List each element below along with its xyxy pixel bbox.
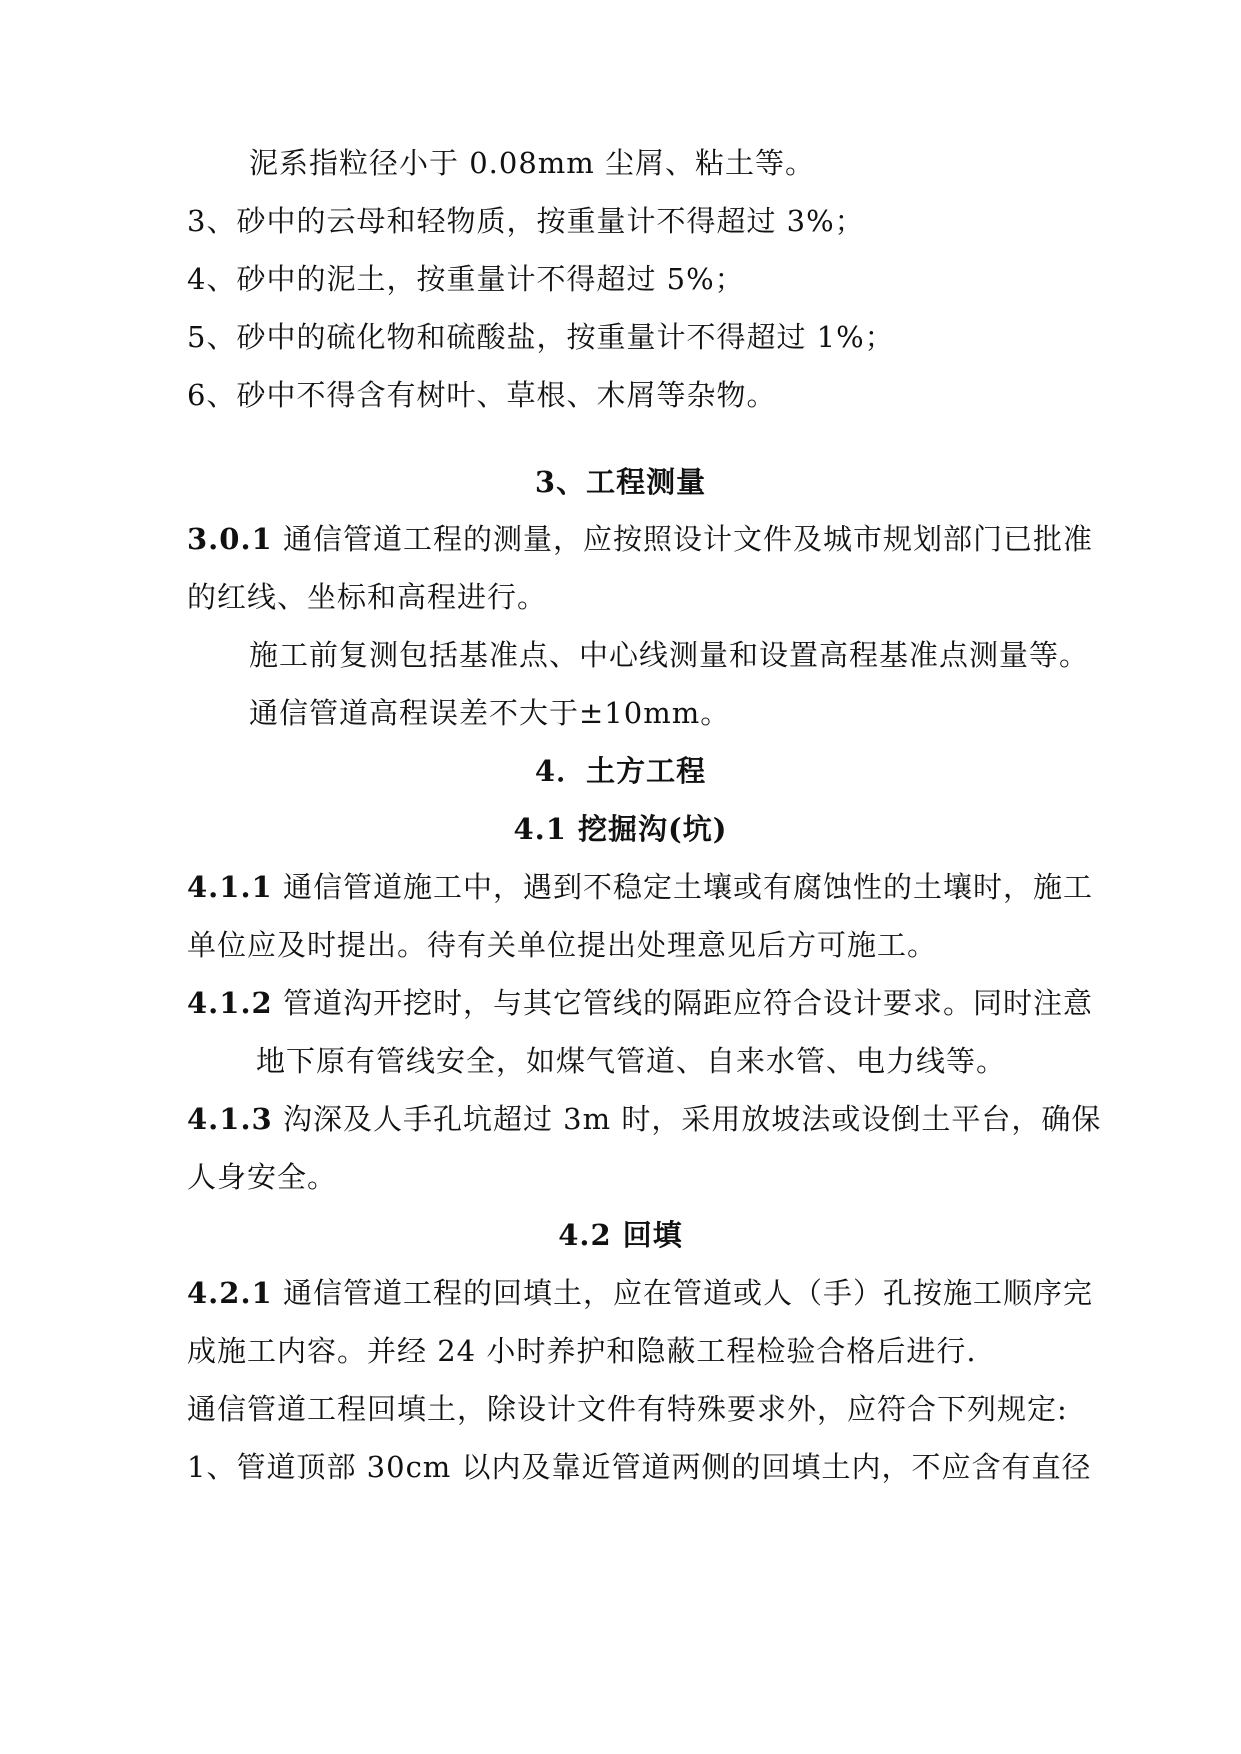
clause-4-2-1-line-2: 成施工内容。并经 24 小时养护和隐蔽工程检验合格后进行.: [187, 1334, 977, 1368]
clause-text: 通信管道施工中，遇到不稳定土壤或有腐蚀性的土壤时，施工: [272, 870, 1093, 904]
paragraph-sand-mud: 4、砂中的泥土，按重量计不得超过 5%；: [187, 262, 745, 296]
backfill-rules-intro: 通信管道工程回填土，除设计文件有特殊要求外，应符合下列规定:: [187, 1392, 1068, 1426]
section-heading-earthwork: 4．土方工程: [534, 754, 707, 788]
clause-4-1-2-line-2: 地下原有管线安全，如煤气管道、自来水管、电力线等。: [256, 1044, 1007, 1078]
clause-4-2-1-line-1: [187, 1273, 1093, 1313]
survey-note-retest: 施工前复测包括基准点、中心线测量和设置高程基准点测量等。: [249, 638, 1090, 672]
clause-4-1-1-line-1: [187, 867, 1093, 907]
section-heading-survey: 3、工程测量: [534, 465, 707, 499]
paragraph-sand-debris: 6、砂中不得含有树叶、草根、木屑等杂物。: [187, 378, 777, 412]
clause-text: 沟深及人手孔坑超过 3m 时，采用放坡法或设倒土平台，确保: [272, 1102, 1102, 1136]
paragraph-sand-sulfide: 5、砂中的硫化物和硫酸盐，按重量计不得超过 1%；: [187, 320, 895, 354]
clause-number: 4.2.1: [187, 1276, 273, 1310]
clause-number: 3.0.1: [187, 522, 273, 556]
clause-4-1-3-line-1: [187, 1099, 1101, 1139]
paragraph-sand-mica: 3、砂中的云母和轻物质，按重量计不得超过 3%；: [187, 204, 865, 238]
clause-4-1-3-line-2: 人身安全。: [187, 1160, 338, 1194]
clause-text: 通信管道工程的回填土，应在管道或人（手）孔按施工顺序完: [272, 1276, 1093, 1310]
survey-note-tolerance: 通信管道高程误差不大于±10mm。: [249, 696, 731, 730]
clause-4-1-2-line-1: [187, 983, 1093, 1023]
clause-number: 4.1.2: [187, 986, 273, 1020]
clause-text: 管道沟开挖时，与其它管线的隔距应符合设计要求。同时注意: [272, 986, 1093, 1020]
subsection-heading-backfill: 4.2 回填: [558, 1218, 683, 1252]
clause-3-0-1-line-2: 的红线、坐标和高程进行。: [187, 580, 548, 614]
paragraph-mud-definition: 泥系指粒径小于 0.08mm 尘屑、粘土等。: [249, 146, 816, 180]
backfill-rule-1: 1、管道顶部 30cm 以内及靠近管道两侧的回填土内，不应含有直径: [187, 1450, 1092, 1484]
clause-3-0-1-line-1: [187, 519, 1093, 559]
clause-number: 4.1.3: [187, 1102, 273, 1136]
clause-number: 4.1.1: [187, 870, 273, 904]
clause-4-1-1-line-2: 单位应及时提出。待有关单位提出处理意见后方可施工。: [187, 928, 938, 962]
clause-text: 通信管道工程的测量，应按照设计文件及城市规划部门已批准: [272, 522, 1093, 556]
subsection-heading-excavation: 4.1 挖掘沟(坑): [513, 812, 728, 846]
